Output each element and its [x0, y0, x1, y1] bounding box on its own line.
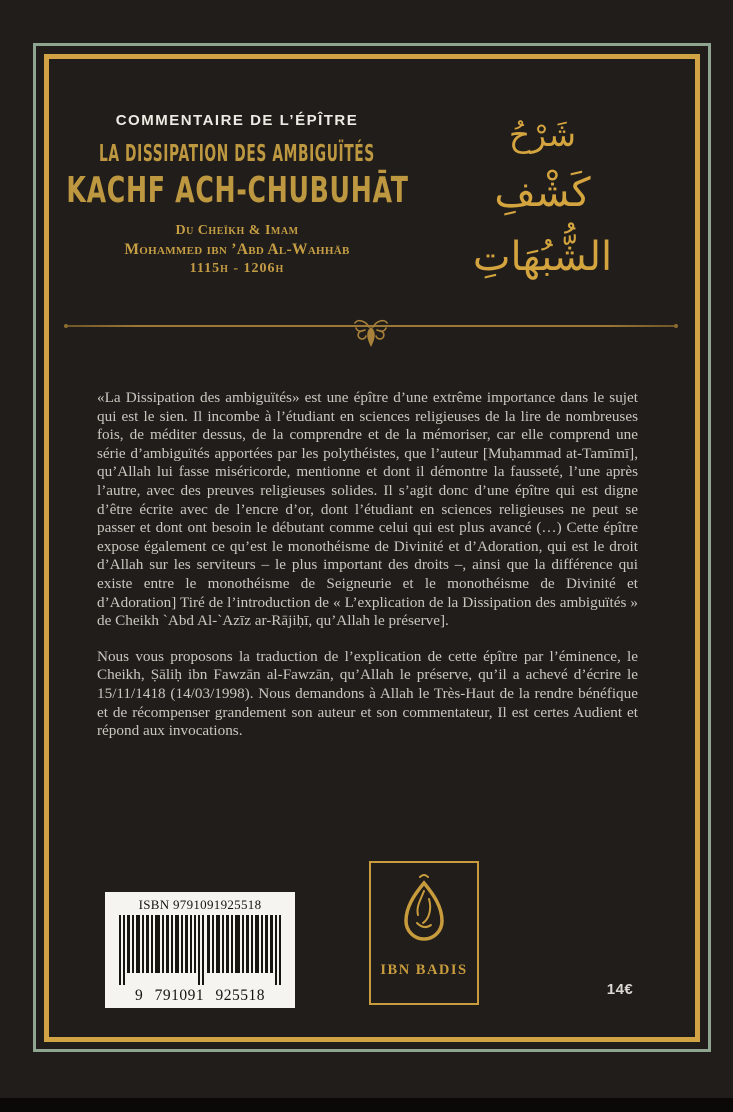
title-french-line2: KACHF ACH-CHUBUHĀT	[65, 170, 409, 211]
arabic-title-block	[420, 114, 665, 289]
description-paragraph-1: «La Dissipation des ambiguïtés» est une épître d’une extrême importance dans le sujet qui est le sien. Il incombe à l’étudiant en sciences religieuses de la lire de nombreuses fois, de méditer dessus, de la comprendre et de la mémoriser, car elle comprend une série d’ambiguïtés apportées par les polythéistes, que l’auteur [Muḥammad at-Tamīmī], qu’Allah lui fasse miséricorde, mentionne et dont il démontre la fausseté, l’une après l’autre, avec des preuves religieuses solides. Il s’agit donc d’une épître qui est digne d’être écrite avec de l’encre d’or, dont l’étudiant en sciences religieuses ne peut se passer et dont ont besoin le débutant comme celui qui est plus avancé (…) Cette épître expose également ce qu’est le monothéisme de Divinité et d’Adoration, qui est le droit d’Allah sur les serviteurs – le plus important des droits –, ainsi que la différence qui existe entre le monothéisme de Seigneurie et le monothéisme de Divinité et d’Adoration] Tiré de l’introduction de « L’explication de la Dissipation des ambiguïtés » de Cheikh `Abd Al-`Azīz ar-Rājiḥī, qu’Allah le préserve].	[97, 389, 638, 630]
price-label: 14€	[606, 981, 634, 998]
author-block	[88, 223, 386, 277]
series-kicker: COMMENTAIRE DE L’ÉPÎTRE	[115, 112, 359, 129]
ornamental-divider	[66, 316, 676, 352]
publisher-name: IBN BADIS	[380, 962, 468, 978]
publisher-logo	[369, 861, 479, 1005]
barcode-bars-icon	[119, 915, 281, 985]
author-honorific: Du Cheïkh & Imam	[175, 223, 299, 238]
title-arabic-line1: شَرْحُ	[508, 115, 577, 154]
fleuron-icon	[347, 316, 395, 350]
french-title-block	[65, 112, 409, 277]
back-cover-description	[97, 389, 638, 758]
bottom-edge	[0, 1098, 733, 1112]
title-french-line1: LA DISSIPATION DES AMBIGUÏTÉS	[99, 141, 375, 167]
publisher-calligraphy-icon	[396, 872, 452, 954]
description-paragraph-2: Nous vous proposons la traduction de l’explication de cette épître par l’éminence, le Cheikh, Ṣāliḥ ibn Fawzān al-Fawzān, qu’Allah le préserve, qu’il a achevé d’écrire le 15/11/1418 (14/03/1998). Nous demandons à Allah le Très-Haut de la rendre bénéfique et de récompenser grandement son auteur et son commentateur, Il est certes Audient et répond aux invocations.	[97, 647, 638, 740]
isbn-digits: 9 791091 925518	[135, 987, 265, 1004]
author-name: Mohammed ibn ’Abd Al-Wahhāb	[124, 241, 350, 258]
title-arabic-line2: كَشْفِ الشُّبُهَاتِ	[472, 169, 613, 280]
author-dates: 1115h - 1206h	[189, 261, 285, 276]
isbn-label: ISBN 9791091925518	[138, 897, 262, 912]
isbn-barcode	[105, 892, 295, 1008]
